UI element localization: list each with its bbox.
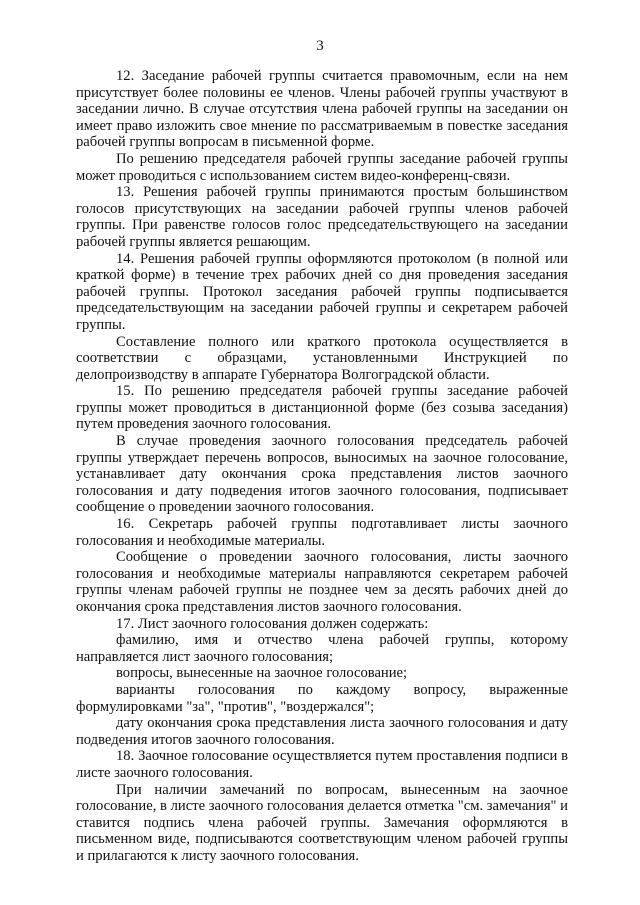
paragraph-remarks: При наличии замечаний по вопросам, вынесенным на заочное голосование, в листе заочного голосования делается отметка "см. замечания" и ставится подпись члена рабочей группы. Замечания оформляются в письменном виде, подписываются соответствующим членом рабочей группы и прилагаются к листу заочного голосования. bbox=[76, 781, 568, 864]
paragraph-remote-voting-chair: В случае проведения заочного голосования председатель рабочей группы утверждает перечень вопросов, выносимых на заочное голосование, устанавливает дату окончания срока представления листов заочного голосования и дату подведения итогов заочного голосования, подписывает сообщение о проведении заочного голосования. bbox=[76, 433, 568, 516]
list-item-member-name: фамилию, имя и отчество члена рабочей группы, которому направляется лист заочного голосования; bbox=[76, 632, 568, 665]
list-item-voting-options: варианты голосования по каждому вопросу, выраженные формулировками "за", "против", "воздержался"; bbox=[76, 681, 568, 715]
paragraph-notice-delivery: Сообщение о проведении заочного голосования, листы заочного голосования и необходимые материалы направляются секретарем рабочей группы членам рабочей группы не позднее чем за десять рабочих дней до окончания срока представления листов заочного голосования. bbox=[76, 549, 568, 615]
paragraph-17-ballot-contents: 17. Лист заочного голосования должен содержать: bbox=[116, 615, 429, 632]
paragraph-protocol-drafting: Составление полного или краткого протокола осуществляется в соответствии с образцами, установленными Инструкцией по делопроизводству в аппарате Губернатора Волгоградской области. bbox=[76, 333, 568, 383]
list-item-deadline-dates: дату окончания срока представления листа заочного голосования и дату подведения итогов заочного голосования. bbox=[76, 715, 568, 748]
paragraph-videoconference: По решению председателя рабочей группы заседание рабочей группы может проводиться с использованием систем видео-конференц-связи. bbox=[76, 150, 568, 184]
page-number: 3 bbox=[316, 38, 324, 54]
paragraph-14-protocol: 14. Решения рабочей группы оформляются протоколом (в полной или краткой форме) в течение трех рабочих дней со дня проведения заседания рабочей группы. Протокол заседания рабочей группы подписывается председательствующим на заседании рабочей группы и секретарем рабочей группы. bbox=[76, 250, 568, 333]
paragraph-18-signature: 18. Заочное голосование осуществляется путем проставления подписи в листе заочного голосования. bbox=[76, 748, 568, 781]
paragraph-13-decisions: 13. Решения рабочей группы принимаются простым большинством голосов присутствующих на заседании рабочей группы членов рабочей группы. При равенстве голосов голос председательствующего на заседании рабочей группы является решающим. bbox=[76, 184, 568, 250]
paragraph-16-secretary: 16. Секретарь рабочей группы подготавливает листы заочного голосования и необходимые материалы. bbox=[76, 516, 568, 549]
paragraph-12-quorum: 12. Заседание рабочей группы считается правомочным, если на нем присутствует более половины ее членов. Члены рабочей группы участвуют в заседании лично. В случае отсутствия члена рабочей группы на заседании он имеет право изложить свое мнение по рассматриваемым в повестке заседания рабочей группы вопросам в письменной форме. bbox=[76, 68, 568, 151]
paragraph-15-remote-form: 15. По решению председателя рабочей группы заседание рабочей группы может проводиться в дистанционной форме (без созыва заседания) путем проведения заочного голосования. bbox=[76, 383, 568, 433]
document-body bbox=[76, 68, 568, 865]
list-item-questions: вопросы, вынесенные на заочное голосование; bbox=[116, 665, 408, 682]
